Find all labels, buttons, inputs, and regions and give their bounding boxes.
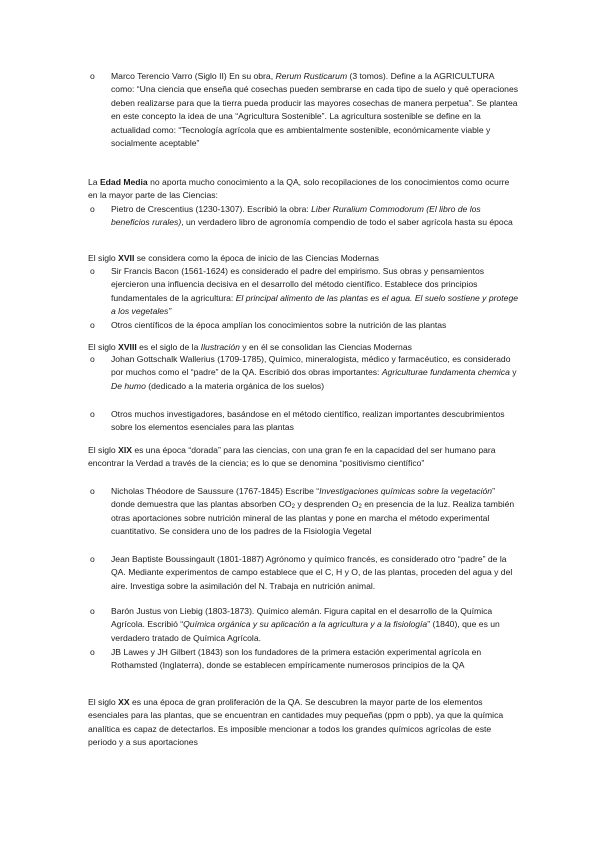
paragraph-edad-media: La Edad Media no aporta mucho conocimiento a la QA, solo recopilaciones de los conocimientos como ocurre en la mayor parte de las Ciencias: <box>88 177 510 201</box>
bullet: o <box>90 554 95 564</box>
paragraph-siglo-xx: El siglo XX es una época de gran proliferación de la QA. Se descubren la mayor parte de los elementos esenciales para las plantas, que se encuentran en cantidades muy pequeñas (ppm o ppb), ya que la química analítica es capaz de detectarlos. Es imposible mencionar a todos los grandes químicos agrícolas de este periodo y a sus aportaciones <box>88 697 504 748</box>
list-item-crescentius: o Pietro de Crescentius (1230-1307). Escribió la obra: Liber Ruralium Commodorum (El libro de los beneficios rurales), un verdadero libro de agronomía compendio de todo el saber agrícola hasta su época <box>90 204 513 228</box>
list-item-wallerius: o Johan Gottschalk Wallerius (1709-1785), Químico, mineralogista, médico y farmacéutico, es considerado por muchos como el “padre” de la QA. Escribió dos obras importantes: Agriculturae fundamenta chemica y De humo (dedicado a la materia orgánica de los suelos) <box>90 354 517 391</box>
bullet: o <box>90 647 95 657</box>
bullet: o <box>90 606 95 616</box>
paragraph-siglo-xvii: El siglo XVII se considera como la época de inicio de las Ciencias Modernas <box>88 253 379 263</box>
paragraph-siglo-xix: El siglo XIX es una época “dorada” para las ciencias, con una gran fe en la capacidad del ser humano para encontrar la Verdad a través de la ciencia; es lo que se denomina “positivismo científico” <box>88 445 496 469</box>
list-item-saussure: o Nicholas Théodore de Saussure (1767-1845) Escribe “Investigaciones químicas sobre la vegetación” donde demuestra que las plantas absorben $CO_2$ y desprenden $O_2$ en presencia de la luz. Realiza también otras aportaciones sobre nutrición mineral de las plantas y pone en marcha el método experimental cuantitativo. Se considera uno de los padres de la Fisiología Vegetal <box>90 486 515 537</box>
list-item-liebig: o Barón Justus von Liebig (1803-1873). Químico alemán. Figura capital en el desarrollo de la Química Agrícola. Escribió “Química orgánica y su aplicación a la agricultura y a la fisiología” (1840), que es un verdadero tratado de Química Agrícola. <box>90 606 500 643</box>
bullet: o <box>90 204 95 214</box>
bullet: o <box>90 354 95 364</box>
list-item-lawes-gilbert: o JB Lawes y JH Gilbert (1843) son los fundadores de la primera estación experimental agrícola en Rothamsted (Inglaterra), donde se establecen empíricamente numerosos principios de la QA <box>90 647 482 671</box>
paragraph-siglo-xviii: El siglo XVIII es el siglo de la Ilustración y en él se consolidan las Ciencias Modernas <box>88 342 412 352</box>
bullet: o <box>90 71 95 81</box>
bullet: o <box>90 266 95 276</box>
bullet: o <box>90 409 95 419</box>
list-item-otros-cientificos: o Otros científicos de la época amplían los conocimientos sobre la nutrición de las plantas <box>111 319 519 332</box>
list-item-otros-investigadores: o Otros muchos investigadores, basándose en el método científico, realizan importantes descubrimientos sobre los elementos esenciales para las plantas <box>90 409 505 433</box>
list-item-varro: o Marco Terencio Varro (Siglo II) En su obra, Rerum Rusticarum (3 tomos). Define a la AGRICULTURA como: “Una ciencia que enseña qué cosechas pueden sembrarse en cada tipo de suelo y qué operaciones deben realizarse para que la tierra pueda producir las mayores cosechas de manera perpetua”. Se plantea en este concepto la idea de una “Agricultura Sostenible”. La agricultura sostenible se define en la actualidad como: “Tecnología agrícola que es ambientalmente sostenible, económicamente viable y socialmente aceptable” <box>90 71 519 149</box>
bullet: o <box>90 320 95 330</box>
list-item-bacon: o Sir Francis Bacon (1561-1624) es considerado el padre del empirismo. Sus obras y pensamientos ejercieron una influencia decisiva en el desarrollo del método científico. Establece dos principios fundamentales de la agricultura: El principal alimento de las plantas es el agua. El suelo sostiene y protege a los vegetales” <box>90 266 519 317</box>
list-item-boussingault: o Jean Baptiste Boussingault (1801-1887) Agrónomo y químico francés, es considerado otro “padre” de la QA. Mediante experimentos de campo establece que el C, H y O, de las plantas, proceden del agua y del aire. Investiga sobre la asimilación del N. Trabaja en nutrición animal. <box>90 554 513 591</box>
bullet: o <box>90 486 95 496</box>
